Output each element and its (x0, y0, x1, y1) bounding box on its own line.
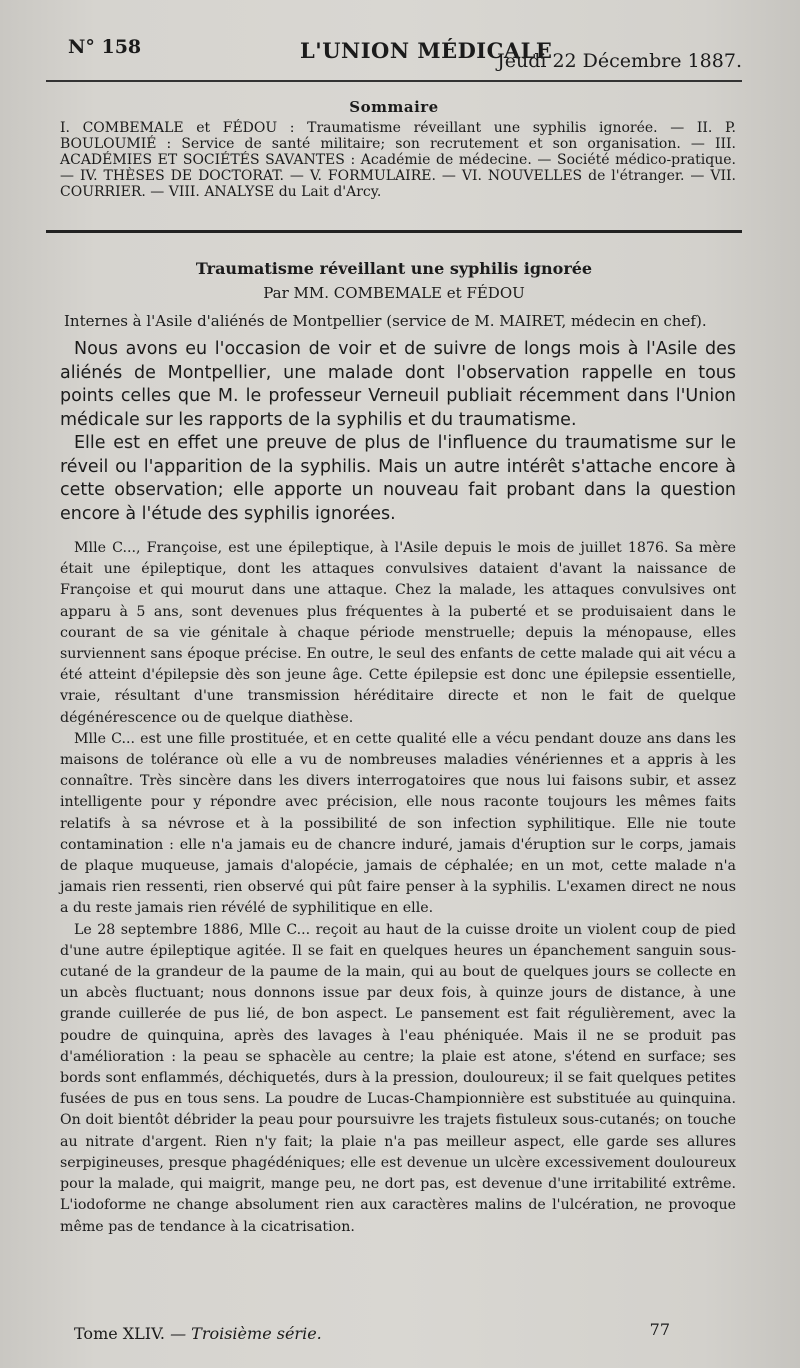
body-paragraph: Le 28 septembre 1886, Mlle C... reçoit au haut de la cuisse droite un violent coup de pied d'une autre épileptique agitée. Il se fait en quelques heures un épanchement sanguin sous-cutané de la grandeur de la paume de la main, qui au bout de quelques jours se collecte en un abcès fluctuant; nous donnons issue par deux fois, à quinze jours de distance, à une grande cuillerée de pus lié, de bon aspect. Le pansement est fait régulièrement, avec la poudre de quinquina, après des lavages à l'eau phéniquée. Mais il ne se produit pas d'amélioration : la peau se sphacèle au centre; la plaie est atone, s'étend en surface; ses bords sont enflammés, déchiquetés, durs à la pression, douloureux; il se fait quelques petites fusées de pus en tous sens. La poudre de Lucas-Championnière est substituée au quinquina. On doit bientôt débrider la peau pour poursuivre les trajets fistuleux sous-cutanés; on touche au nitrate d'argent. Rien n'y fait; la plaie n'a pas meilleur aspect, elle garde ses allures serpigineuses, presque phagédéniques; elle est devenue un ulcère excessivement douloureux pour la malade, qui maigrit, mange peu, ne dort pas, est devenue d'une irritabilité extrême. L'iodoforme ne change absolument rien aux caractères malins de l'ulcération, ne provoque même pas de tendance à la cicatrisation. (60, 921, 736, 1235)
sommaire-section (46, 98, 742, 200)
article-affiliation: Internes à l'Asile d'aliénés de Montpellier (service de M. MAIRET, médecin en chef). (64, 312, 707, 330)
sommaire-title: Sommaire (349, 98, 439, 116)
header-rule (46, 80, 742, 82)
footer-series: — Troisième série. (170, 1324, 322, 1343)
footer-tome: Tome XLIV. (74, 1324, 165, 1343)
intro-paragraph: Elle est en effet une preuve de plus de l'influence du traumatisme sur le réveil ou l'apparition de la syphilis. Mais un autre intérêt s'attache encore à cette observation; elle apporte un nouveau fait probant dans la question encore à l'étude des syphilis ignorées. (60, 433, 736, 524)
article-intro (60, 338, 736, 526)
section-rule (46, 230, 742, 233)
article-title: Traumatisme réveillant une syphilis ignorée (195, 259, 593, 278)
page-header (46, 36, 742, 80)
issue-date: Jeudi 22 Décembre 1887. (497, 50, 742, 72)
body-paragraph: Mlle C... est une fille prostituée, et en cette qualité elle a vécu pendant douze ans dans les maisons de tolérance où elle a vu de nombreuses maladies vénériennes et a appris à les connaître. Très sincère dans les divers interrogatoires que nous lui faisons subir, et assez intelligente pour y répondre avec précision, elle nous raconte toujours les mêmes faits relatifs à sa névrose et à la possibilité de son infection syphilitique. Elle nie toute contamination : elle n'a jamais eu de chancre induré, jamais d'éruption sur le corps, jamais de plaque muqueuse, jamais d'alopécie, jamais de céphalée; en un mot, cette malade n'a jamais rien ressenti, rien observé qui pût faire penser à la syphilis. L'examen direct ne nous a du reste jamais rien révélé de syphilitique en elle. (60, 730, 736, 917)
article-body (60, 538, 736, 1238)
intro-paragraph: Nous avons eu l'occasion de voir et de suivre de longs mois à l'Asile des aliénés de Montpellier, une malade dont l'observation rappelle en tous points celles que M. le professeur Verneuil publiait récemment dans l'Union médicale sur les rapports de la syphilis et du traumatisme. (60, 339, 736, 430)
sommaire-text: I. COMBEMALE et FÉDOU : Traumatisme réveillant une syphilis ignorée. — II. P. BOULOUMIÉ : Service de santé militaire; son recrutement et son organisation. — III. ACADÉMIES ET SOCIÉTÉS SAVANTES : Académie de médecine. — Société médico-pratique. — IV. THÈSES DE DOCTORAT. — V. FORMULAIRE. — VI. NOUVELLES de l'étranger. — VII. COURRIER. — VIII. ANALYSE du Lait d'Arcy. (60, 120, 736, 200)
journal-title: L'UNION MÉDICALE (300, 38, 553, 63)
article-byline: Par MM. COMBEMALE et FÉDOU (263, 284, 525, 302)
page-number: 77 (649, 1320, 670, 1339)
footer-volume (74, 1324, 322, 1343)
body-paragraph: Mlle C..., Françoise, est une épileptique, à l'Asile depuis le mois de juillet 1876. Sa mère était une épileptique, dont les attaques convulsives dataient d'avant la naissance de Françoise et qui mourut dans une attaque. Chez la malade, les attaques convulsives ont apparu à 5 ans, sont devenues plus fréquentes à la puberté et se produisaient dans le courant de sa vie génitale à chaque période menstruelle; depuis la ménopause, elles surviennent sans époque précise. En outre, le seul des enfants de cette malade qui ait vécu a été atteint d'épilepsie dès son jeune âge. Cette épilepsie est donc une épilepsie essentielle, vraie, résultant d'une transmission héréditaire directe et non le fait de quelque dégénérescence ou de quelque diathèse. (60, 540, 736, 726)
article (46, 259, 742, 1238)
issue-number: N° 158 (68, 36, 142, 58)
